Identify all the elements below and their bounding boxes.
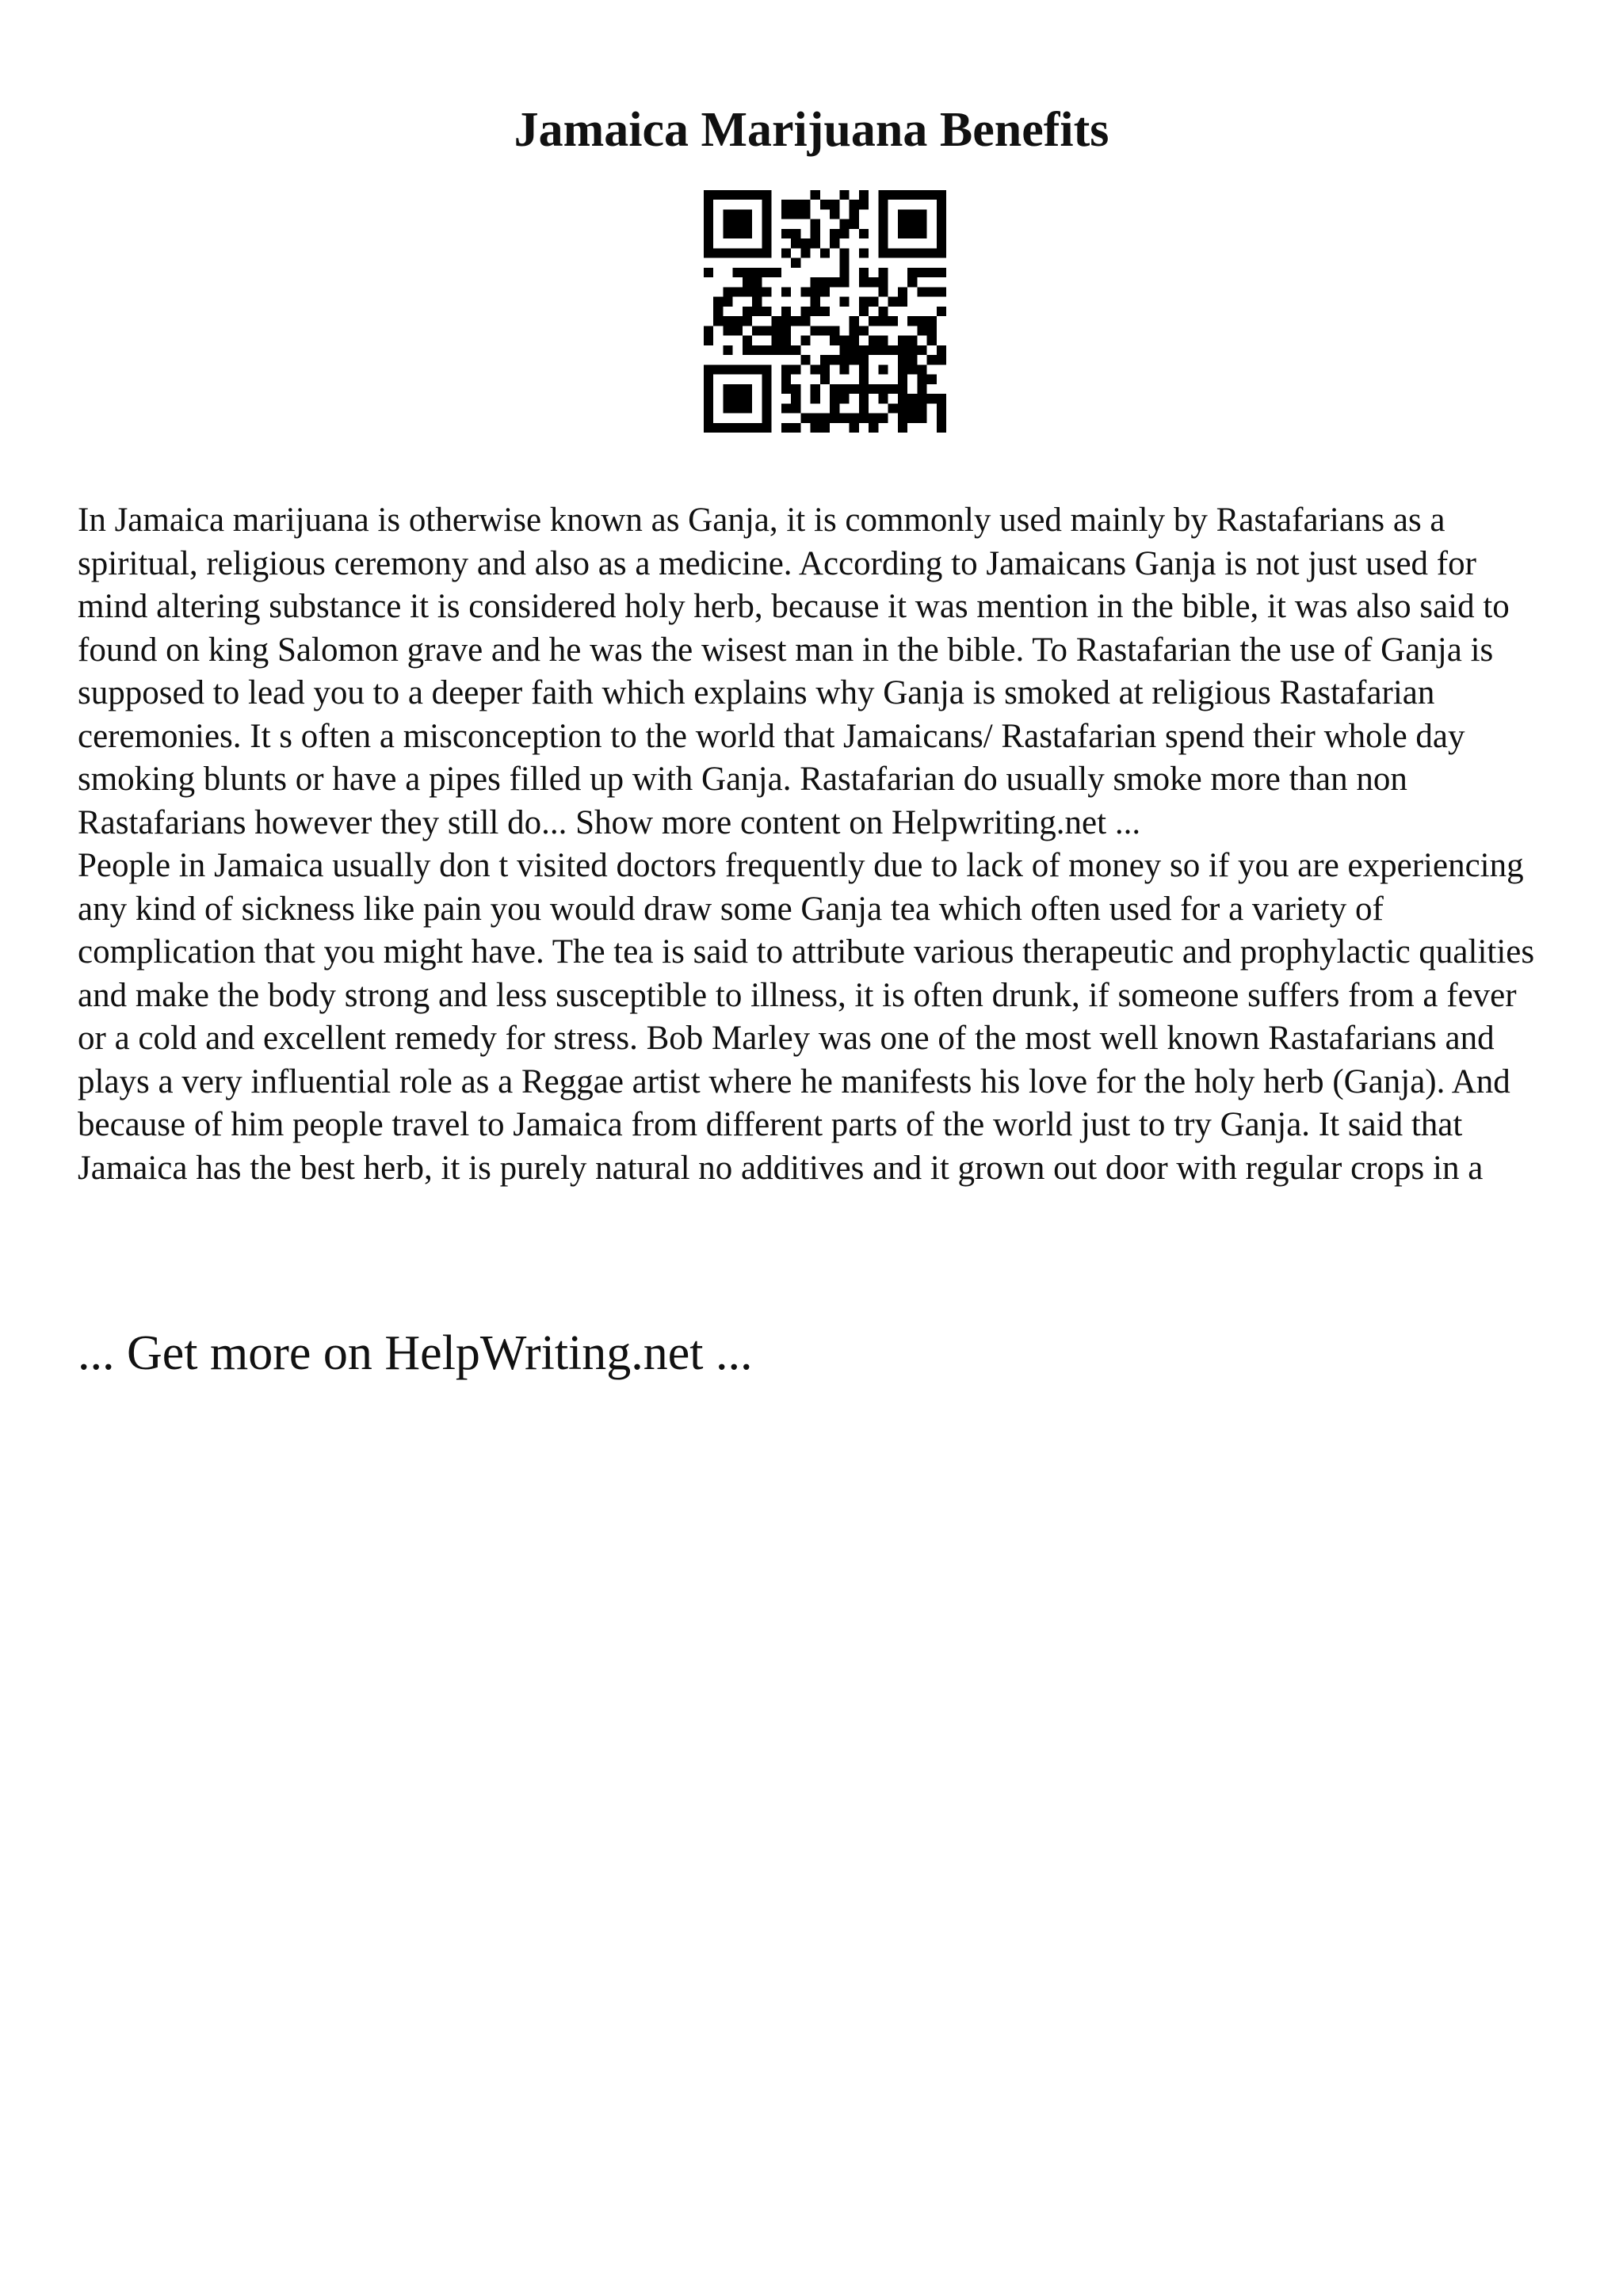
paragraph-1: In Jamaica marijuana is otherwise known as Ganja, it is commonly used mainly by Rastafarians as a spiritual, religious ceremony and also as a medicine. According to Jamaicans Ganja is not just used for mind altering substance it is considered holy herb, because it was mention in the bible, it was also said to found on king Salomon grave and he was the wisest man in the bible. To Rastafarian the use of Ganja is supposed to lead you to a deeper faith which explains why Ganja is smoked at religious Rastafarian ceremonies. It s often a misconception to the world that Jamaicans/ Rastafarian spend their whole day smoking blunts or have a pipes filled up with Ganja. Rastafarian do usually smoke more than non Rastafarians however they still do... Show more content on Helpwriting.net ... [78,502,1510,841]
document-body [78,499,1552,1190]
paragraph-2: People in Jamaica usually don t visited doctors frequently due to lack of money so if you are experiencing any kind of sickness like pain you would draw some Ganja tea which often used for a variety of complication that you might have. The tea is said to attribute various therapeutic and prophylactic qualities and make the body strong and less susceptible to illness, it is often drunk, if someone suffers from a fever or a cold and excellent remedy for stress. Bob Marley was one of the most well known Rastafarians and plays a very influential role as a Reggae artist where he manifests his love for the holy herb (Ganja). And because of him people travel to Jamaica from different parts of the world just to try Ganja. It said that Jamaica has the best herb, it is purely natural no additives and it grown out door with regular crops in a [78,847,1535,1187]
document-title: Jamaica Marijuana Benefits [514,103,1109,157]
qr-code-icon[interactable] [704,190,946,433]
get-more-link[interactable]: ... Get more on HelpWriting.net ... [78,1326,753,1380]
